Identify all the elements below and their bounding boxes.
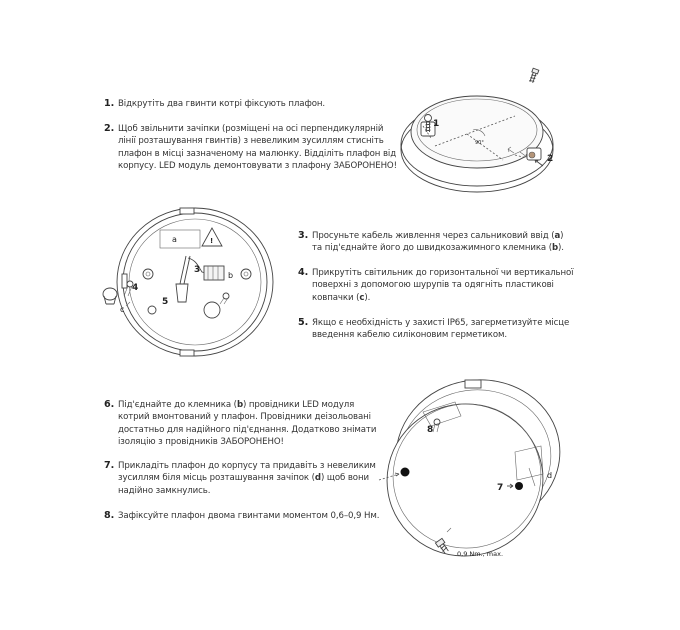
step-number: 4.	[298, 267, 309, 278]
callout-1: 1	[433, 119, 440, 129]
cap-icon	[103, 288, 117, 304]
step-text: Просуньте кабель живлення через сальниковий ввід (a) та під'єднайте його до швидкозажимного клемника (b).	[312, 231, 564, 254]
step-number: 6.	[104, 399, 115, 410]
step-7	[104, 460, 376, 497]
callout-a: a	[172, 235, 177, 244]
step-text: Щоб звільнити зачіпки (розміщені на осі перпендикулярній лінії розташування гвинтів) з невеликим зусиллям стисніть плафон в місці зазначеному на малюнку. Відділіть плафон від корпусу. LED модуль демонтовувати з плафону ЗАБОРОНЕНО!	[118, 124, 397, 172]
callout-d: d	[547, 471, 553, 480]
callout-c: c	[120, 305, 125, 314]
step-number: 5.	[298, 317, 309, 328]
callout-7: 7	[497, 483, 504, 493]
figure-3-reassembly	[365, 376, 580, 562]
callout-8: 8	[427, 425, 434, 435]
step-number: 1.	[104, 98, 115, 109]
step-5	[298, 317, 569, 342]
step-number: 8.	[104, 510, 115, 521]
step-number: 2.	[104, 123, 115, 134]
step-1	[104, 98, 325, 110]
step-4	[298, 267, 573, 304]
step-number: 3.	[298, 230, 309, 241]
callout-b: b	[228, 271, 234, 280]
step-3	[298, 230, 564, 255]
figure-2-open-body	[100, 206, 280, 366]
step-text: Відкрутіть два гвинти котрі фіксують плафон.	[118, 99, 325, 109]
callout-4: 4	[132, 283, 139, 293]
step-6	[104, 399, 376, 449]
figure-1-luminaire-top	[395, 60, 570, 200]
svg-text:!: !	[210, 237, 214, 245]
step-2	[104, 123, 397, 173]
step-text: Якщо є необхідність у захисті IP65, загерметизуйте місце введення кабелю силіконовим герметиком.	[312, 318, 570, 341]
step-text: Під'єднайте до клемника (b) провідники LED модуля котрий вмонтований у плафон. Провідники деізольовані достатньо для надійного під'єднання. Додатково знімати ізоляцію з провідників ЗАБОРОНЕНО!	[118, 400, 377, 448]
screw-icon	[220, 293, 229, 304]
screw-icon	[528, 68, 538, 83]
step-text: Прикладіть плафон до корпусу та придавіть з невеликим зусиллям біля місць розташування зачіпок (d) щоб вони надійно замкнулись.	[118, 461, 376, 496]
step-8	[104, 510, 379, 522]
step-text: Прикрутіть світильник до горизонтальної чи вертикальної поверхні з допомогою шурупів та одягніть пластикові ковпачки (c).	[312, 268, 574, 303]
torque-label: 0,9 Nm., max.	[457, 550, 504, 558]
callout-3: 3	[194, 265, 201, 275]
callout-5: 5	[162, 297, 169, 307]
callout-2: 2	[547, 154, 554, 164]
step-text: Зафіксуйте плафон двома гвинтами моментом 0,6–0,9 Нм.	[118, 511, 380, 521]
step-number: 7.	[104, 460, 115, 471]
angle-label: 90°	[475, 140, 484, 146]
